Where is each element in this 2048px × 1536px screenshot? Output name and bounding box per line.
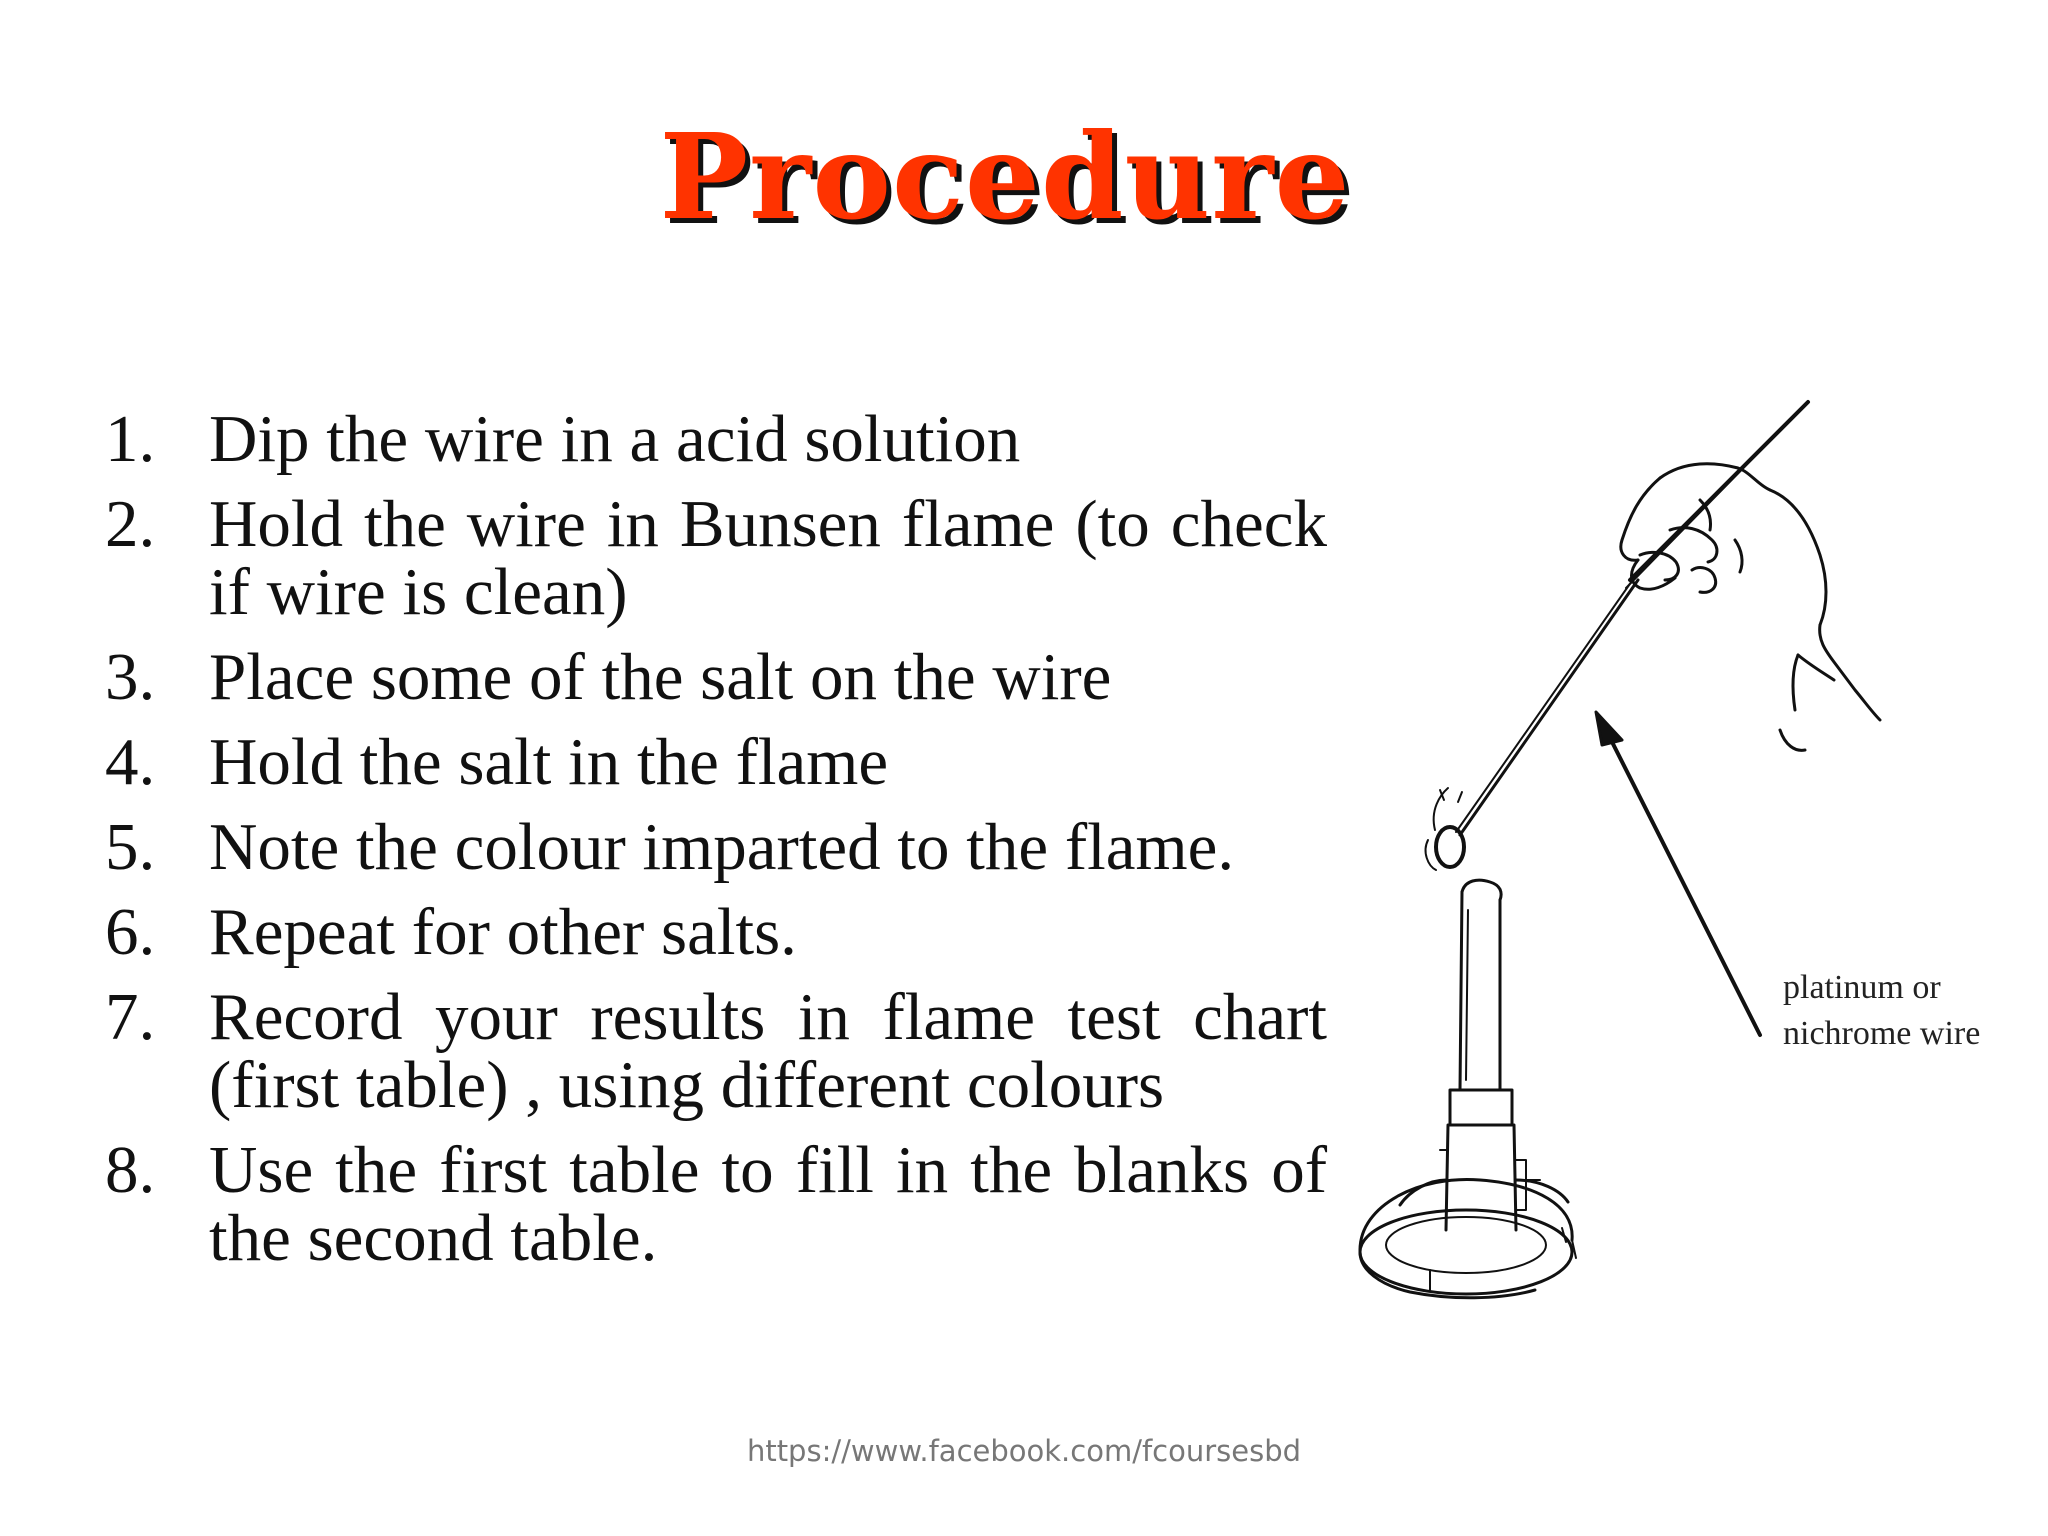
pointer-arrow bbox=[1596, 712, 1760, 1035]
footer-link-text[interactable]: https://www.facebook.com/fcoursesbd bbox=[746, 1434, 1302, 1468]
step-number: 8. bbox=[105, 1133, 156, 1207]
step-text: Use the first table to fill in the blanks of the second table. bbox=[209, 1133, 1327, 1275]
step-item bbox=[105, 895, 1327, 969]
footer-link[interactable] bbox=[0, 1434, 2048, 1468]
wire-label bbox=[1783, 965, 1980, 1057]
wire-label-line1: platinum or bbox=[1783, 969, 1941, 1006]
step-number: 7. bbox=[105, 980, 156, 1054]
step-number: 6. bbox=[105, 895, 156, 969]
bunsen-burner-drawing bbox=[1360, 880, 1576, 1298]
hand-drawing bbox=[1621, 464, 1880, 751]
step-number: 5. bbox=[105, 810, 156, 884]
step-text: Hold the salt in the flame bbox=[209, 725, 889, 799]
step-text: Place some of the salt on the wire bbox=[209, 640, 1112, 714]
step-item bbox=[105, 725, 1327, 799]
step-text: Note the colour imparted to the flame. bbox=[209, 810, 1235, 884]
step-text: Dip the wire in a acid solution bbox=[209, 402, 1021, 476]
step-text: Record your results in flame test chart (first table) , using different colours bbox=[209, 980, 1327, 1122]
step-item bbox=[105, 640, 1327, 714]
step-item bbox=[105, 980, 1327, 1122]
slide-title: Procedure bbox=[659, 107, 1351, 246]
step-number: 4. bbox=[105, 725, 156, 799]
step-item bbox=[105, 810, 1327, 884]
flame-test-drawing bbox=[1340, 390, 2040, 1320]
step-number: 2. bbox=[105, 487, 156, 561]
step-text: Repeat for other salts. bbox=[209, 895, 797, 969]
flame-test-illustration bbox=[1340, 390, 2040, 1320]
step-item bbox=[105, 402, 1327, 476]
step-number: 1. bbox=[105, 402, 156, 476]
step-number: 3. bbox=[105, 640, 156, 714]
step-item bbox=[105, 1133, 1327, 1275]
step-text: Hold the wire in Bunsen flame (to check if wire is clean) bbox=[209, 487, 1327, 629]
procedure-steps bbox=[105, 402, 1327, 1289]
step-item bbox=[105, 487, 1327, 629]
wire-label-line2: nichrome wire bbox=[1783, 1015, 1981, 1052]
platinum-wire-drawing bbox=[1426, 402, 1808, 870]
